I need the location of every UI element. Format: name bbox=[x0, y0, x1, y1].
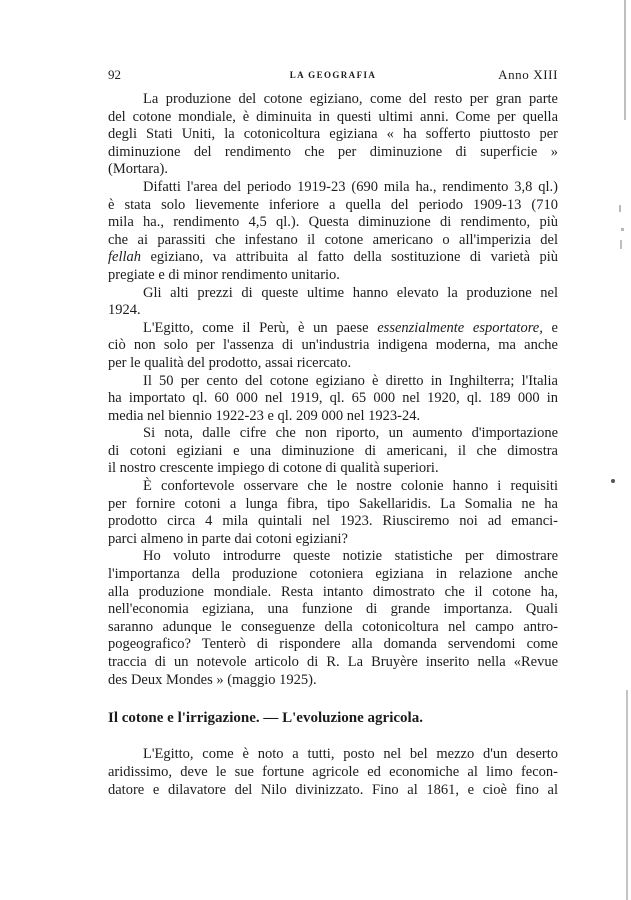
text-line bbox=[108, 619, 558, 637]
paragraph bbox=[108, 179, 558, 285]
text-line bbox=[108, 91, 558, 109]
volume-label: Anno XIII bbox=[498, 67, 558, 82]
text-line bbox=[108, 443, 558, 461]
text-segment: diminuzione del rendimento che per diminuzione di superficie » bbox=[108, 143, 558, 160]
text-segment: per le qualità del prodotto, assai ricercato. bbox=[108, 354, 352, 371]
text-segment: saranno adunque le conseguenze della cotonicoltura nel campo antro- bbox=[108, 618, 558, 635]
text-segment: L'Egitto, come il Perù, è un paese bbox=[143, 319, 378, 336]
text-line bbox=[108, 161, 558, 179]
text-segment: La produzione del cotone egiziano, come del resto per gran parte bbox=[143, 91, 558, 107]
body-text bbox=[108, 91, 558, 689]
text-segment: mila ha., rendimento 4,5 ql.). Questa diminuzione di rendimento, più bbox=[108, 214, 558, 231]
text-segment: parci almeno in parte dai cotoni egiziani? bbox=[108, 530, 348, 547]
text-line bbox=[108, 460, 558, 478]
text-line bbox=[108, 337, 558, 355]
text-segment: egiziano, va attribuita al fatto della sostituzione di varietà più bbox=[141, 249, 558, 266]
text-segment: datore e dilavatore del Nilo divinizzato. Fino al 1861, e cioè fino al bbox=[108, 782, 558, 798]
text-segment: Il 50 per cento del cotone egiziano è diretto in Inghilterra; l'Italia bbox=[143, 372, 558, 389]
text-segment: per fornire cotoni a lunga fibra, tipo Sakellaridis. La Somalia ne ha bbox=[108, 495, 558, 512]
text-segment: 1924. bbox=[108, 302, 141, 319]
text-line bbox=[108, 126, 558, 144]
text-segment: pregiate e di minor rendimento unitario. bbox=[108, 266, 340, 283]
text-line bbox=[108, 214, 558, 232]
text-line bbox=[108, 745, 558, 763]
text-segment: di cotoni egiziani e una diminuzione di americani, il che dimostra bbox=[108, 442, 558, 459]
text-segment: Si nota, dalle cifre che non riporto, un aumento d'importazione bbox=[143, 425, 558, 442]
text-segment: ha importato ql. 60 000 nel 1919, ql. 65 000 nel 1920, ql. 189 000 in bbox=[108, 390, 558, 407]
text-line bbox=[108, 478, 558, 496]
text-line bbox=[108, 781, 558, 799]
paragraph bbox=[108, 745, 558, 799]
paragraph bbox=[108, 548, 558, 689]
text-line bbox=[108, 636, 558, 654]
italic-text: essenzialmente esportatore, bbox=[377, 319, 543, 336]
text-segment: aridissimo, deve le sue fortune agricole ed economiche al limo fecon- bbox=[108, 764, 558, 780]
text-segment: des Deux Mondes » (maggio 1925). bbox=[108, 671, 317, 688]
text-segment: prodotto circa 4 mila quintali nel 1923. Riusciremo noi ad emanci- bbox=[108, 513, 558, 530]
text-segment: l'importanza della produzione cotoniera egiziana in relazione anche bbox=[108, 566, 558, 583]
text-line bbox=[108, 267, 558, 285]
text-segment: pogeografico? Tenterò di rispondere alla domanda servendomi come bbox=[108, 636, 558, 653]
text-line bbox=[108, 548, 558, 566]
text-line bbox=[108, 408, 558, 426]
text-line bbox=[108, 109, 558, 127]
text-line bbox=[108, 531, 558, 549]
scan-dot bbox=[611, 479, 615, 483]
text-line bbox=[108, 249, 558, 267]
text-line bbox=[108, 513, 558, 531]
scan-mark bbox=[621, 228, 624, 231]
text-line bbox=[108, 601, 558, 619]
text-segment: Difatti l'area del periodo 1919-23 (690 mila ha., rendimento 3,8 ql.) bbox=[143, 178, 558, 195]
text-segment: È confortevole osservare che le nostre colonie hanno i requisiti bbox=[143, 478, 558, 495]
paragraph bbox=[108, 285, 558, 320]
paragraph bbox=[108, 425, 558, 478]
text-segment: del cotone mondiale, è diminuita in questi ultimi anni. Come per quella bbox=[108, 108, 558, 125]
text-segment: degli Stati Uniti, la cotonicoltura egiziana « ha sofferto piuttosto per bbox=[108, 126, 558, 143]
text-segment: alla produzione mondiale. Resta intanto dimostrato che il cotone ha, bbox=[108, 583, 558, 600]
text-line bbox=[108, 355, 558, 373]
text-segment: nell'economia egiziana, una funzione di grande importanza. Quali bbox=[108, 601, 558, 618]
text-line bbox=[108, 373, 558, 391]
text-line bbox=[108, 496, 558, 514]
text-segment: il nostro crescente impiego di cotone di qualità superiori. bbox=[108, 460, 439, 477]
text-line bbox=[108, 654, 558, 672]
text-segment: che ai parassiti che infestano il cotone americano o all'imperizia del bbox=[108, 231, 558, 248]
text-segment: L'Egitto, come è noto a tutti, posto nel bel mezzo d'un deserto bbox=[143, 746, 558, 762]
text-segment: ciò non solo per l'assenza di un'industria indigena moderna, ma anche bbox=[108, 337, 558, 354]
page-number: 92 bbox=[108, 67, 121, 82]
text-line bbox=[108, 672, 558, 690]
text-line bbox=[108, 179, 558, 197]
text-line bbox=[108, 144, 558, 162]
text-line bbox=[108, 390, 558, 408]
paragraph bbox=[108, 320, 558, 373]
scan-mark bbox=[619, 205, 621, 212]
italic-text: fellah bbox=[108, 249, 142, 266]
section-heading: Il cotone e l'irrigazione. — L'evoluzione agricola. bbox=[108, 710, 423, 726]
paragraph bbox=[108, 478, 558, 548]
text-line bbox=[108, 232, 558, 250]
text-line bbox=[108, 763, 558, 781]
text-segment: Ho voluto introdurre queste notizie statistiche per dimostrare bbox=[143, 548, 558, 565]
scan-mark bbox=[620, 240, 622, 249]
text-segment: traccia di un notevole articolo di R. La Bruyère inserito nella «Revue bbox=[108, 654, 558, 670]
text-line bbox=[108, 584, 558, 602]
text-segment: e bbox=[542, 319, 558, 336]
text-line bbox=[108, 566, 558, 584]
text-line bbox=[108, 285, 558, 303]
section-body-text bbox=[108, 745, 558, 799]
text-line bbox=[108, 425, 558, 443]
text-line bbox=[108, 197, 558, 215]
journal-title: LA GEOGRAFIA bbox=[289, 70, 377, 80]
text-line bbox=[108, 302, 558, 320]
paragraph bbox=[108, 91, 558, 179]
scan-edge-line bbox=[624, 0, 626, 120]
text-segment: è stata solo lievemente inferiore a quella del periodo 1909-13 (710 bbox=[108, 196, 558, 213]
text-segment: Gli alti prezzi di queste ultime hanno elevato la produzione nel bbox=[143, 284, 558, 301]
text-segment: (Mortara). bbox=[108, 161, 168, 178]
text-line bbox=[108, 320, 558, 338]
text-segment: media nel biennio 1922-23 e ql. 209 000 nel 1923-24. bbox=[108, 407, 421, 424]
scan-edge-line bbox=[626, 690, 628, 900]
running-head bbox=[108, 66, 558, 84]
paragraph bbox=[108, 373, 558, 426]
